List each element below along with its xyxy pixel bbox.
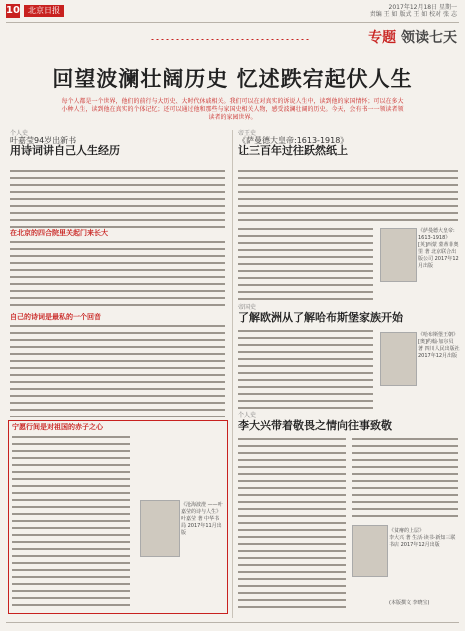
paper-logo: 北京日报	[24, 5, 64, 17]
body-text	[12, 436, 130, 608]
book-cover-image	[380, 332, 417, 386]
book-meta: [英]西蒙 蒙蒂菲奥里 著 北京联合出版公司 2017年12月出版	[418, 242, 459, 269]
kicker: 帝国史	[238, 304, 257, 311]
book-meta: [奥]约翰·加尔贝 著 四川人民出版社 2017年12月出版	[418, 339, 460, 359]
book-info	[181, 502, 223, 537]
book-info	[389, 528, 459, 549]
deck-text: 每个人都是一个世界，他们的前行与大历史、大时代休戚相关。我们可以在对真实的诉说人生中，读到他的家国情怀；可以在多大小种人生，读到他在真实的个体记忆；还可以通过他和那些与家国史相关人物，感受波澜壮阔的历史。今天，会有书一一领读者领读者的家园世界。	[61, 98, 404, 121]
article-emperors	[238, 130, 458, 158]
body-text	[238, 330, 373, 410]
book-info	[418, 228, 460, 270]
article-yejiaying	[10, 130, 225, 158]
book-cover-image	[380, 228, 417, 282]
body-text	[238, 170, 458, 225]
date-line: 2017年12月18日 星期一	[388, 4, 457, 11]
body-text	[352, 438, 458, 520]
article-lidaxing	[238, 412, 458, 433]
section-title	[368, 27, 457, 47]
subheading: 自己的诗词是最私的一个回音	[10, 313, 101, 321]
body-text	[238, 438, 346, 608]
book-meta: 叶嘉莹 著 中华书局 2017年11月出版	[181, 516, 222, 536]
masthead-bar	[0, 0, 465, 22]
book-title: 《贫瘠的上层》	[389, 528, 425, 534]
book-cover-image	[140, 500, 180, 557]
footer-rule	[6, 622, 459, 623]
page-headline: 回望波澜壮阔历史 忆述跌宕起伏人生	[52, 66, 413, 91]
column-divider	[232, 130, 233, 618]
body-text	[10, 241, 225, 311]
book-title: 《哈布斯堡王朝》	[418, 332, 459, 338]
editors-line: 责编 王 如 版式 王 如 校对 张 志	[369, 11, 457, 18]
subheading: 在北京的四合院里关起门来长大	[10, 229, 108, 237]
header-rule	[6, 22, 459, 23]
book-title: 《萨曼德大皇帝: 1613-1918》	[418, 228, 455, 241]
special-label: 专题	[368, 30, 397, 46]
article-author: 叶嘉莹94岁出新书	[10, 136, 77, 145]
box-title: 宁愿行间是对祖国的赤子之心	[12, 423, 103, 431]
book-meta: 李大兴 著 生活·读书·新知三联书店 2017年12月出版	[389, 535, 456, 548]
article-title: 让三百年过往跃然纸上	[238, 144, 348, 157]
article-title: 了解欧洲从了解哈布斯堡家族开始	[238, 311, 403, 324]
body-text	[10, 325, 225, 417]
byline: (本版撰文 李晓宝)	[389, 600, 430, 606]
book-info	[418, 332, 460, 360]
special-title: 领读七天	[401, 30, 457, 46]
body-text	[10, 170, 225, 228]
page-number: 10	[6, 5, 20, 16]
article-title: 李大兴带着敬畏之情向往事致敬	[238, 419, 392, 432]
kicker: 个人史	[10, 130, 29, 137]
article-title: 用诗词讲自己人生经历	[10, 144, 120, 157]
article-habsburg	[238, 304, 458, 325]
book-title: 《沧海波澄 ——叶嘉莹的诗与人生》	[181, 502, 223, 515]
red-dot-ornament	[150, 38, 310, 41]
article-author: 《萨曼德大皇帝:1613-1918》	[238, 136, 349, 145]
kicker: 帝王史	[238, 130, 257, 137]
kicker: 个人史	[238, 412, 257, 419]
book-cover-image	[352, 525, 388, 577]
page-info	[370, 4, 457, 18]
body-text	[238, 228, 373, 300]
